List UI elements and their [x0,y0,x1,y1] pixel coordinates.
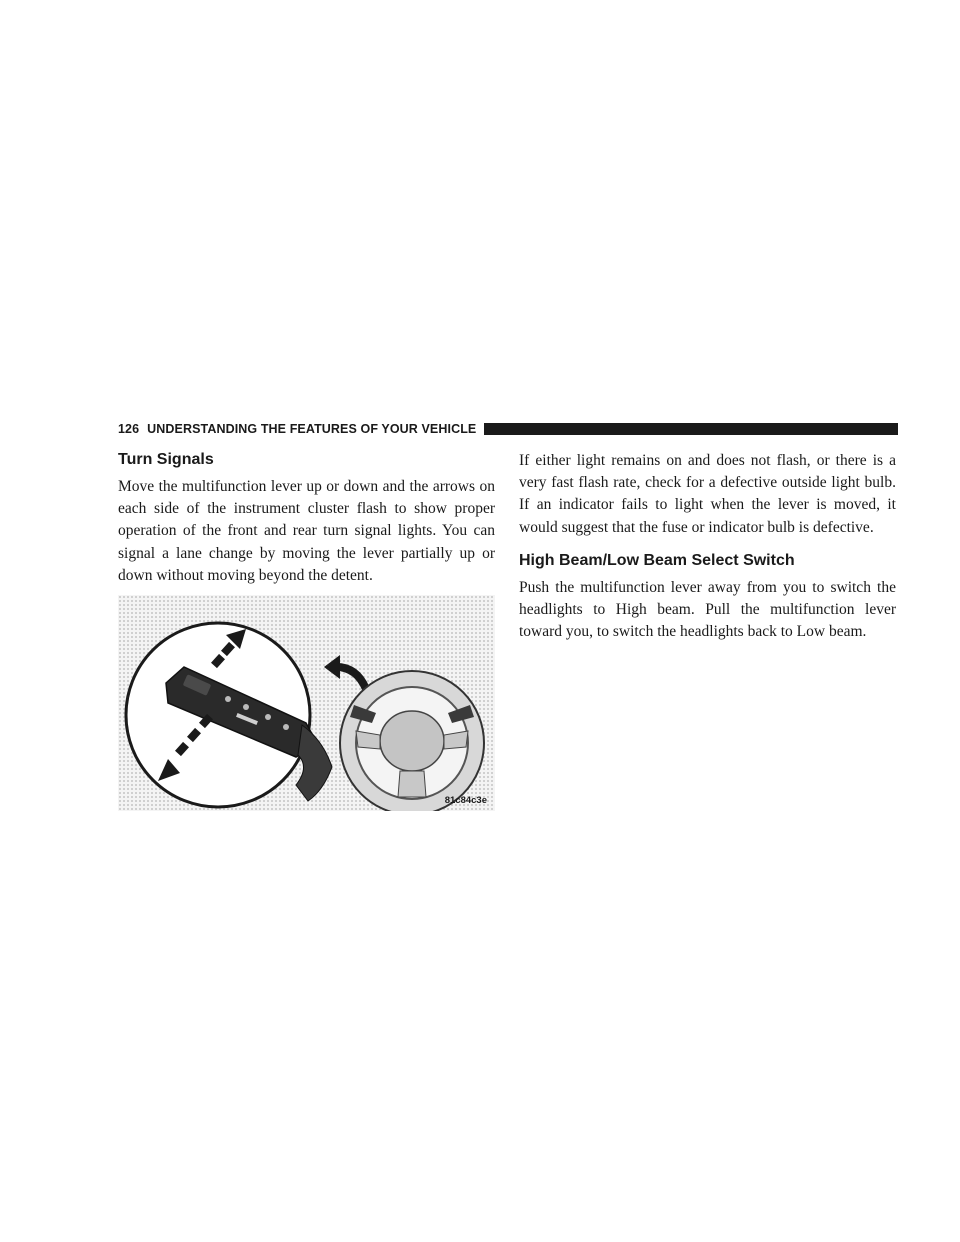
high-beam-heading: High Beam/Low Beam Select Switch [519,551,795,569]
steering-wheel-icon [340,671,484,811]
header-rule [484,423,898,435]
turn-signals-heading: Turn Signals [118,451,214,468]
page-number: 126 [118,422,140,436]
left-column [118,450,495,811]
section-title: UNDERSTANDING THE FEATURES OF YOUR VEHICLE [147,422,477,436]
figure-code: 81c84c3e [444,795,487,807]
curved-arrow-icon [324,655,366,689]
high-beam-body: Push the multifunction lever away from you to switch the headlights to High beam. Pull the multifunction lever toward you, to switch the headlights back to Low beam. [519,578,896,641]
turn-signals-body: Move the multifunction lever up or down and the arrows on each side of the instrument cluster flash to show proper operation of the front and rear turn signal lights. You can signal a lane change by moving the lever partially up or down without moving beyond the detent. [118,478,495,584]
figure-illustration [118,595,495,811]
multifunction-lever-figure [118,595,495,811]
right-column [519,450,896,643]
defect-paragraph: If either light remains on and does not flash, or there is a very fast flash rate, check for a defective outside light bulb. If an indicator fails to light when the lever is moved, it would suggest that the fuse or indicator bulb is defective. [519,452,896,536]
page-header [118,420,898,438]
